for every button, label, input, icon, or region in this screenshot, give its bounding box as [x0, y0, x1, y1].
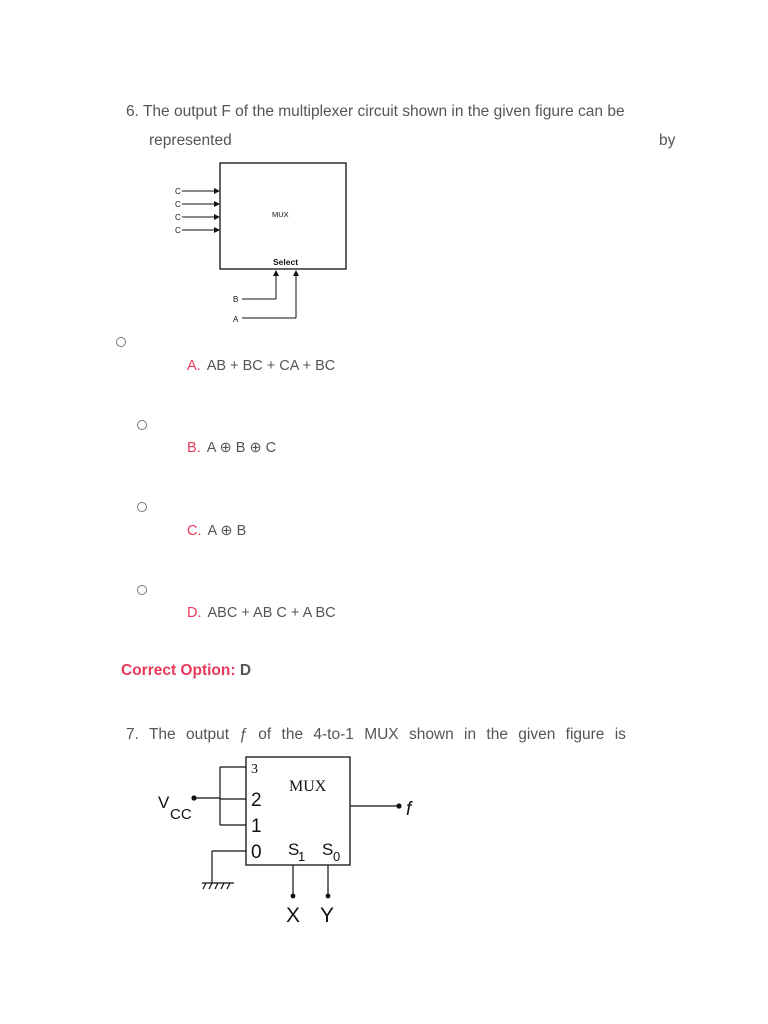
select-label: Select	[273, 257, 299, 267]
option-a[interactable]	[187, 358, 335, 374]
input-3-label: 3	[251, 762, 258, 777]
select-lines	[242, 270, 299, 318]
correct-option-value: D	[239, 662, 252, 679]
vcc-v-label: V	[158, 793, 170, 812]
question-6-number: 6.	[126, 103, 139, 120]
correct-option	[121, 662, 251, 680]
question-7-number: 7.	[126, 726, 139, 743]
input-0-label: 0	[251, 842, 262, 863]
question-7-text: The output ƒ of the 4-to-1 MUX shown in the given figure is	[148, 726, 626, 743]
mux-circuit-figure-q7	[150, 755, 430, 930]
s0-label: S	[322, 840, 334, 859]
option-d[interactable]	[187, 605, 336, 621]
mux-label-4to1: MUX	[289, 778, 327, 795]
mux-circuit-figure-q6	[160, 155, 360, 330]
input-wiring	[194, 767, 246, 889]
select-lines-4to1	[293, 865, 328, 895]
s0-subscript: 0	[333, 849, 341, 864]
option-b-letter: B.	[187, 440, 201, 456]
option-d-letter: D.	[187, 605, 202, 621]
option-c[interactable]	[187, 523, 246, 539]
select-x-node	[291, 894, 296, 899]
select-a-label: A	[233, 315, 239, 324]
option-c-radio[interactable]	[137, 502, 147, 512]
input-2-label: 2	[251, 790, 262, 811]
option-a-text: AB + BC + CA + BC	[206, 358, 336, 374]
input-c-0: C	[175, 187, 181, 196]
input-c-2: C	[175, 213, 181, 222]
s1-label: S	[288, 840, 300, 859]
mux-label: MUX	[272, 210, 289, 219]
option-d-radio[interactable]	[137, 585, 147, 595]
question-7-line1	[126, 725, 678, 745]
input-c-3: C	[175, 226, 181, 235]
correct-option-label: Correct Option:	[121, 662, 236, 679]
option-b-text: A ⊕ B ⊕ C	[206, 440, 277, 456]
output-f-label: f	[406, 799, 412, 820]
input-arrows	[182, 188, 220, 233]
option-b[interactable]	[187, 440, 276, 456]
option-d-text: ABC + AB C + A BC	[207, 605, 336, 621]
question-6-line2-left: represented	[149, 132, 232, 149]
input-c-1: C	[175, 200, 181, 209]
question-6-line1	[126, 102, 686, 122]
vcc-subscript: CC	[170, 806, 192, 823]
option-c-letter: C.	[187, 523, 202, 539]
option-c-text: A ⊕ B	[207, 523, 247, 539]
question-6-line2-right: by	[659, 132, 676, 149]
select-x-label: X	[286, 904, 301, 927]
vcc-node	[191, 795, 196, 800]
input-1-label: 1	[251, 816, 262, 837]
option-a-radio[interactable]	[116, 337, 126, 347]
output-node	[396, 803, 401, 808]
select-y-node	[326, 894, 331, 899]
s1-subscript: 1	[298, 849, 306, 864]
question-6-text: The output F of the multiplexer circuit shown in the given figure can be	[142, 103, 625, 120]
select-b-label: B	[233, 295, 239, 304]
option-a-letter: A.	[187, 358, 201, 374]
select-y-label: Y	[320, 904, 335, 927]
option-b-radio[interactable]	[137, 420, 147, 430]
